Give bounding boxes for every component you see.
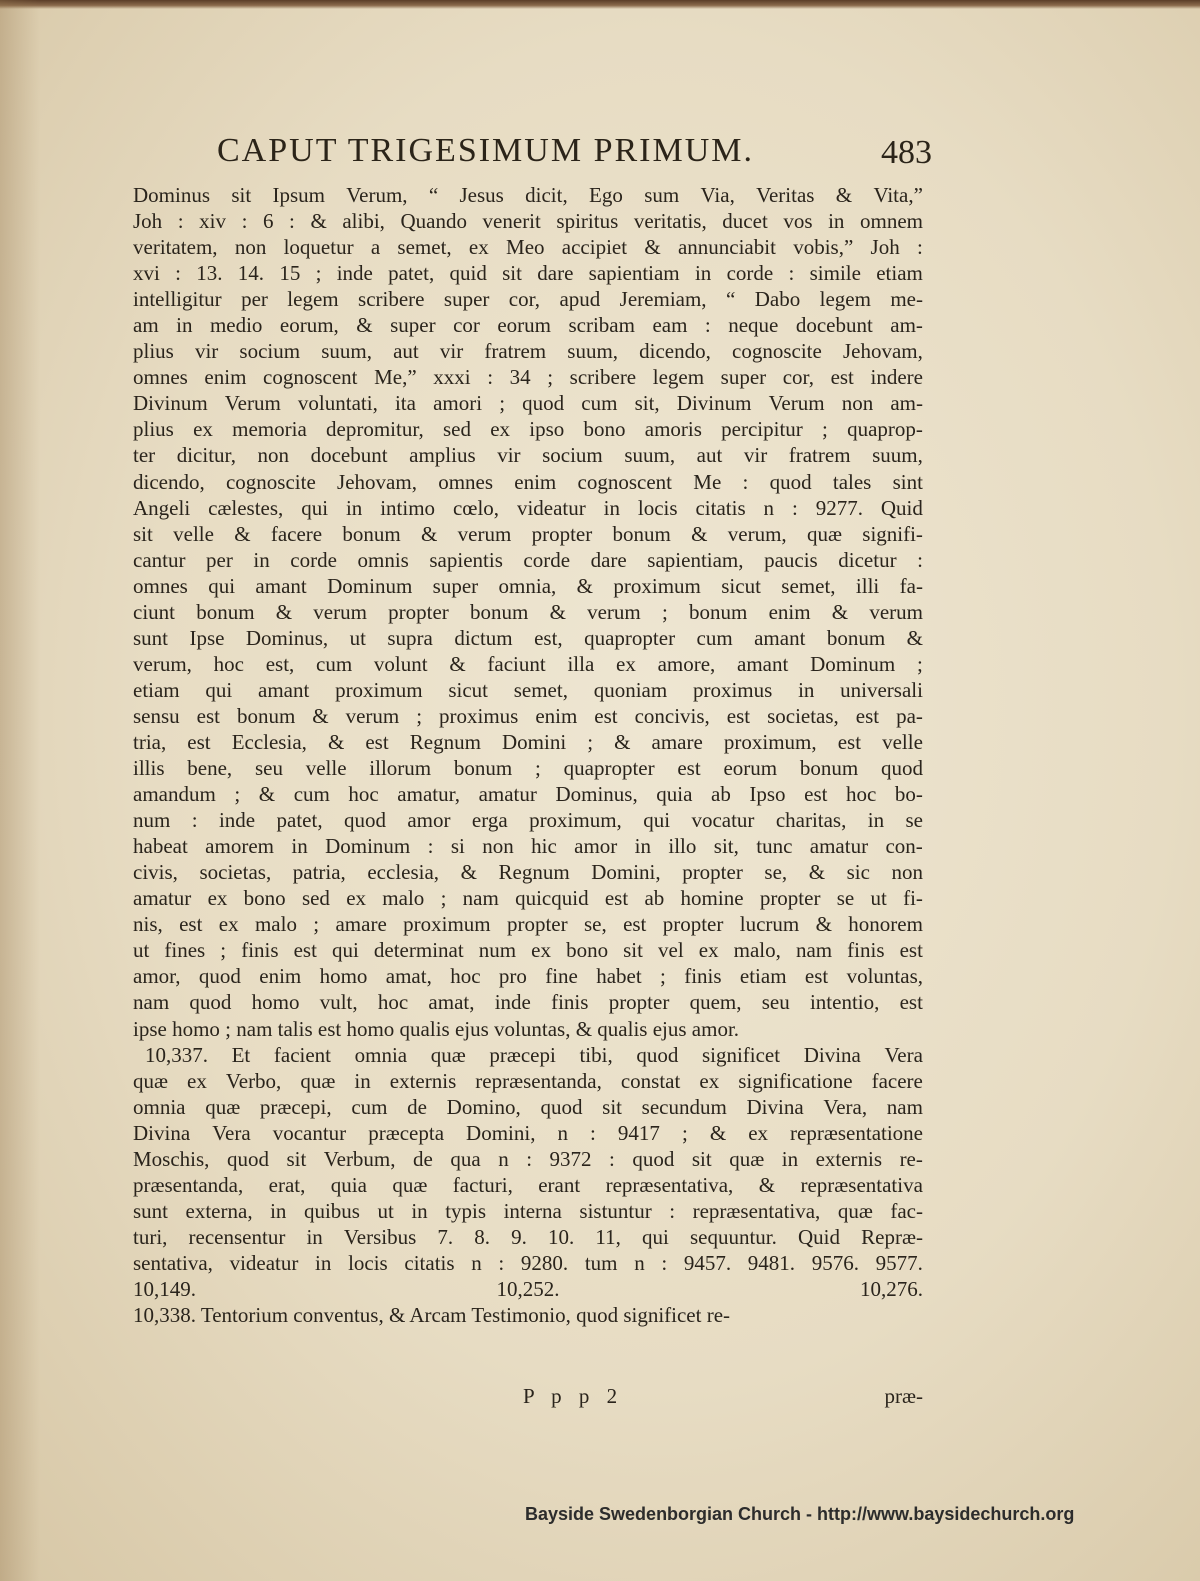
text-line: xvi : 13. 14. 15 ; inde patet, quid sit dare sapientiam in corde : simile etiam xyxy=(133,261,923,286)
text-line: amor, quod enim homo amat, hoc pro fine habet ; finis etiam est voluntas, xyxy=(133,964,923,989)
text-line: veritatem, non loquetur a semet, ex Meo accipiet & annunciabit vobis,” Joh : xyxy=(133,235,923,260)
catchword: præ- xyxy=(884,1384,923,1408)
page-header xyxy=(217,132,932,182)
signature-mark: P p p 2 xyxy=(523,1384,624,1408)
text-line: amandum ; & cum hoc amatur, amatur Dominus, quia ab Ipso est hoc bo- xyxy=(133,782,923,807)
watermark: Bayside Swedenborgian Church - http://www.baysidechurch.org xyxy=(525,1504,1075,1524)
text-line: illis bene, seu velle illorum bonum ; quapropter est eorum bonum quod xyxy=(133,756,923,781)
text-line: etiam qui amant proximum sicut semet, quoniam proximus in universali xyxy=(133,677,923,702)
text-line: Dominus sit Ipsum Verum, “ Jesus dicit, Ego sum Via, Veritas & Vita,” xyxy=(133,183,923,207)
text-line: civis, societas, patria, ecclesia, & Regnum Domini, propter se, & sic non xyxy=(133,860,923,885)
text-line: amatur ex bono sed ex malo ; nam quicquid est ab homine propter se ut fi- xyxy=(133,886,923,911)
text-line: 10,149. 10,252. 10,276. xyxy=(133,1276,923,1301)
text-line: sit velle & facere bonum & verum propter bonum & verum, quæ signifi- xyxy=(133,521,923,546)
text-line: Divinum Verum voluntati, ita amori ; quod cum sit, Divinum Verum non am- xyxy=(133,391,923,416)
text-line: cantur per in corde omnis sapientis corde dare sapientiam, paucis dicetur : xyxy=(133,547,923,572)
text-line: omnes enim cognoscent Me,” xxxi : 34 ; scribere legem super cor, est indere xyxy=(133,365,923,390)
text-line: sentativa, videatur in locis citatis n : 9280. tum n : 9457. 9481. 9576. 9577. xyxy=(133,1250,923,1275)
body-text xyxy=(133,182,923,1328)
text-line: ciunt bonum & verum propter bonum & verum ; bonum enim & verum xyxy=(133,599,923,624)
text-line: sensu est bonum & verum ; proximus enim est concivis, est societas, est pa- xyxy=(133,703,923,728)
text-line: omnia quæ præcepi, cum de Domino, quod sit secundum Divina Vera, nam xyxy=(133,1094,923,1119)
text-line: Divina Vera vocantur præcepta Domini, n : 9417 ; & ex repræsentatione xyxy=(133,1120,923,1145)
text-line: omnes qui amant Dominum super omnia, & proximum sicut semet, illi fa- xyxy=(133,573,923,598)
text-line: plius ex memoria depromitur, sed ex ipso bono amoris percipitur ; quaprop- xyxy=(133,417,923,442)
text-line: quæ ex Verbo, quæ in externis repræsentanda, constat ex significatione facere xyxy=(133,1068,923,1093)
running-title: CAPUT TRIGESIMUM PRIMUM. xyxy=(217,132,754,169)
text-line: nis, est ex malo ; amare proximum propter se, est propter lucrum & honorem xyxy=(133,912,923,937)
text-line: Angeli cælestes, qui in intimo cœlo, videatur in locis citatis n : 9277. Quid xyxy=(133,495,923,520)
text-line: num : inde patet, quod amor erga proximum, qui vocatur charitas, in se xyxy=(133,808,923,833)
text-line: 10,338. Tentorium conventus, & Arcam Testimonio, quod significet re- xyxy=(133,1303,731,1328)
text-line: turi, recensentur in Versibus 7. 8. 9. 10. 11, qui sequuntur. Quid Repræ- xyxy=(133,1224,923,1249)
page-number: 483 xyxy=(881,134,932,171)
text-line: dicendo, cognoscite Jehovam, omnes enim cognoscent Me : quod tales sint xyxy=(133,469,923,494)
text-line: Joh : xiv : 6 : & alibi, Quando venerit spiritus veritatis, ducet vos in omnem xyxy=(133,209,923,234)
page-top-edge xyxy=(0,0,1200,9)
text-line: verum, hoc est, cum volunt & faciunt illa ex amore, amant Dominum ; xyxy=(133,651,923,676)
text-line: Moschis, quod sit Verbum, de qua n : 9372 : quod sit quæ in externis re- xyxy=(133,1146,923,1171)
text-line: tria, est Ecclesia, & est Regnum Domini ; & amare proximum, est velle xyxy=(133,729,923,754)
text-line: præsentanda, erat, quia quæ facturi, erant repræsentativa, & repræsentativa xyxy=(133,1172,923,1197)
text-line: sunt externa, in quibus ut in typis interna sistuntur : repræsentativa, quæ fac- xyxy=(133,1198,923,1223)
text-line: 10,337. Et facient omnia quæ præcepi tibi, quod significet Divina Vera xyxy=(145,1042,923,1067)
text-line: ut fines ; finis est qui determinat num ex bono sit vel ex malo, nam finis est xyxy=(133,938,923,963)
text-line: sunt Ipse Dominus, ut supra dictum est, quapropter cum amant bonum & xyxy=(133,625,923,650)
page-footer xyxy=(133,1384,923,1412)
text-line: am in medio eorum, & super cor eorum scribam eam : neque docebunt am- xyxy=(133,313,923,338)
text-line: intelligitur per legem scribere super cor, apud Jeremiam, “ Dabo legem me- xyxy=(133,287,923,312)
text-line: plius vir socium suum, aut vir fratrem suum, dicendo, cognoscite Jehovam, xyxy=(133,339,923,364)
text-line: nam quod homo vult, hoc amat, inde finis propter quem, seu intentio, est xyxy=(133,990,923,1015)
text-line: ter dicitur, non docebunt amplius vir socium suum, aut vir fratrem suum, xyxy=(133,443,923,468)
page-gutter-shade xyxy=(0,0,40,1581)
text-line: habeat amorem in Dominum : si non hic amor in illo sit, tunc amatur con- xyxy=(133,834,923,859)
text-line: ipse homo ; nam talis est homo qualis ejus voluntas, & qualis ejus amor. xyxy=(133,1016,740,1041)
